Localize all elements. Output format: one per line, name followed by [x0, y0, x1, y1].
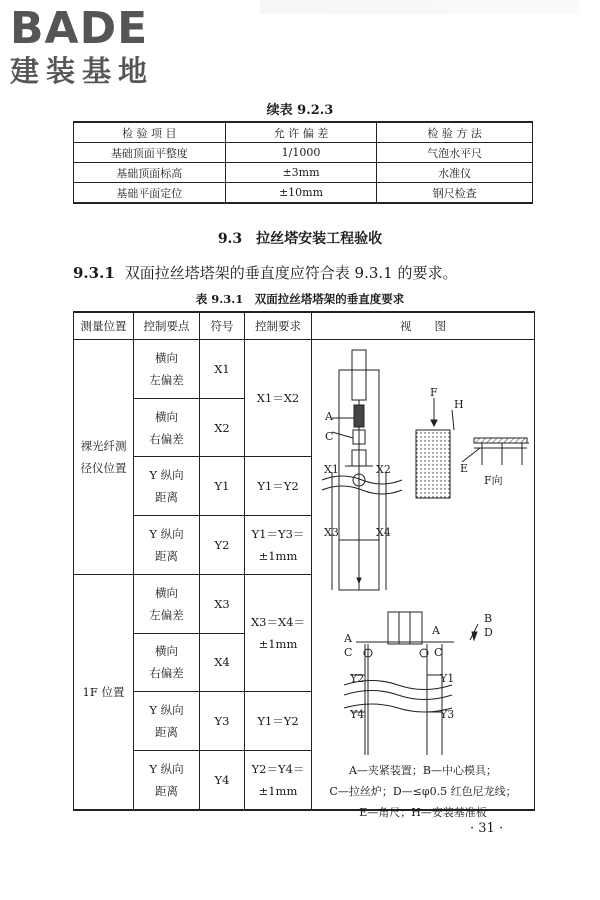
- symbol-cell: X4: [200, 633, 245, 692]
- control-point-line: 横向: [155, 409, 178, 424]
- diagram-label-e: E: [460, 462, 469, 475]
- table-cell: 水准仪: [377, 163, 533, 183]
- requirement-line: ±1mm: [258, 549, 298, 564]
- table-header-row: [74, 122, 533, 143]
- header-cell: 符号: [200, 312, 245, 340]
- diagram-label-x2: X2: [376, 463, 391, 476]
- table-cell: 1/1000: [225, 143, 377, 163]
- diagram-label-y1: Y1: [440, 672, 455, 685]
- symbol-cell: Y1: [200, 457, 245, 516]
- header-cell: 视 图: [312, 312, 535, 340]
- diagram-label-c-left: C: [344, 646, 353, 659]
- requirement-cell: [245, 516, 312, 575]
- faint-header-bleed: [260, 0, 580, 14]
- table-cell: 基础平面定位: [74, 183, 226, 204]
- table-row: [74, 183, 533, 204]
- symbol-cell: X1: [200, 340, 245, 399]
- control-point-line: 距离: [155, 549, 178, 564]
- control-point-line: 左偏差: [149, 607, 184, 622]
- control-point-line: 横向: [155, 350, 178, 365]
- position-cell: [74, 574, 134, 810]
- control-point-cell: [134, 340, 200, 399]
- table-row: [74, 143, 533, 163]
- requirement-line: ±1mm: [258, 637, 298, 652]
- legend-line: C—拉丝炉；D—≤φ0.5 红色尼龙线；: [329, 785, 517, 798]
- logo-brand: BADE: [10, 3, 149, 54]
- diagram-label-y4: Y4: [350, 708, 365, 721]
- diagram-label-h: H: [454, 398, 464, 411]
- requirement-line: ±1mm: [258, 784, 298, 799]
- control-point-line: 右偏差: [149, 666, 184, 681]
- position-cell: [74, 340, 134, 575]
- control-point-cell: [134, 398, 200, 457]
- control-point-cell: [134, 692, 200, 751]
- legend-line: E—角尺；H—安装基准板: [359, 806, 487, 819]
- control-point-cell: [134, 633, 200, 692]
- control-point-line: 距离: [155, 784, 178, 799]
- requirement-cell: Y1＝Y2: [245, 457, 312, 516]
- control-point-cell: [134, 516, 200, 575]
- diagram-label-a: A: [325, 410, 333, 423]
- symbol-cell: Y3: [200, 692, 245, 751]
- control-point-line: 右偏差: [149, 431, 184, 446]
- control-point-line: 横向: [155, 644, 178, 659]
- clause-paragraph: [73, 262, 457, 283]
- section-title: 9.3 拉丝塔安装工程验收: [217, 231, 383, 247]
- diagram-label-f-dir: F向: [484, 474, 503, 487]
- table-931: [73, 311, 535, 819]
- clause-text: 双面拉丝塔塔架的垂直度应符合表 9.3.1 的要求。: [124, 264, 458, 282]
- requirement-line: Y2＝Y4＝: [251, 762, 305, 777]
- table-923: [73, 121, 533, 204]
- diagram-label-y3: Y3: [440, 708, 455, 721]
- table-cell: 气泡水平尺: [377, 143, 533, 163]
- table-931-caption: 表 9.3.1 双面拉丝塔塔架的垂直度要求: [195, 292, 405, 306]
- control-point-cell: [134, 751, 200, 810]
- control-point-line: 横向: [155, 585, 178, 600]
- requirement-cell: X1＝X2: [245, 340, 312, 457]
- control-point-cell: [134, 457, 200, 516]
- table-cell: 钢尺检查: [377, 183, 533, 204]
- control-point-line: Y 纵向: [149, 468, 184, 483]
- table-header-row: [74, 312, 535, 340]
- table-cell: ±3mm: [225, 163, 377, 183]
- diagram-label-b: B: [484, 612, 493, 625]
- view-cell: [312, 340, 535, 819]
- clause-number: 9.3.1: [73, 264, 115, 282]
- control-point-line: Y 纵向: [149, 762, 184, 777]
- diagram-label-x3: X3: [324, 526, 339, 539]
- control-point-cell: [134, 574, 200, 633]
- diagram-label-a-right: A: [432, 624, 440, 637]
- table-cell: ±10mm: [225, 183, 377, 204]
- requirement-cell: Y1＝Y2: [245, 692, 312, 751]
- header-cell: 检 验 方 法: [377, 122, 533, 143]
- table-cell: 基础顶面标高: [74, 163, 226, 183]
- control-point-line: Y 纵向: [149, 527, 184, 542]
- f-direction-detail: [416, 398, 529, 498]
- header-cell: 检 验 项 目: [74, 122, 226, 143]
- requirement-cell: [245, 751, 312, 810]
- position-line: 1F 位置: [82, 684, 125, 699]
- page-number: · 31 ·: [470, 821, 504, 836]
- control-point-line: 左偏差: [149, 372, 184, 387]
- position-line: 裸光纤测: [80, 438, 127, 453]
- legend-line: A—夹紧装置；B—中心模具；: [348, 764, 498, 777]
- header-cell: 测量位置: [74, 312, 134, 340]
- diagram-label-x4: X4: [376, 526, 391, 539]
- requirement-line: X3＝X4＝: [250, 615, 305, 630]
- header-cell: 控制要点: [134, 312, 200, 340]
- diagram-label-c: C: [325, 430, 334, 443]
- control-point-line: 距离: [155, 725, 178, 740]
- control-point-line: Y 纵向: [149, 703, 184, 718]
- symbol-cell: X3: [200, 574, 245, 633]
- alignment-diagram: [312, 340, 535, 810]
- diagram-label-x1: X1: [324, 463, 339, 476]
- diagram-label-a-left: A: [344, 632, 352, 645]
- logo-subtitle: 建装基地: [10, 54, 155, 88]
- diagram-label-c-right: C: [434, 646, 443, 659]
- table-923-caption: 续表 9.2.3: [266, 103, 334, 118]
- header-cell: 控制要求: [245, 312, 312, 340]
- diagram-label-y2: Y2: [350, 672, 365, 685]
- symbol-cell: Y2: [200, 516, 245, 575]
- requirement-line: Y1＝Y3＝: [251, 527, 305, 542]
- diagram-label-f: F: [430, 386, 438, 399]
- diagram-label-d: D: [484, 626, 493, 639]
- symbol-cell: X2: [200, 398, 245, 457]
- table-row: [74, 340, 535, 399]
- symbol-cell: Y4: [200, 751, 245, 810]
- table-row: [74, 163, 533, 183]
- control-point-line: 距离: [155, 490, 178, 505]
- position-line: 径仪位置: [80, 460, 127, 475]
- requirement-cell: [245, 574, 312, 691]
- header-cell: 允 许 偏 差: [225, 122, 377, 143]
- bade-logo: [10, 3, 180, 92]
- table-cell: 基础顶面平整度: [74, 143, 226, 163]
